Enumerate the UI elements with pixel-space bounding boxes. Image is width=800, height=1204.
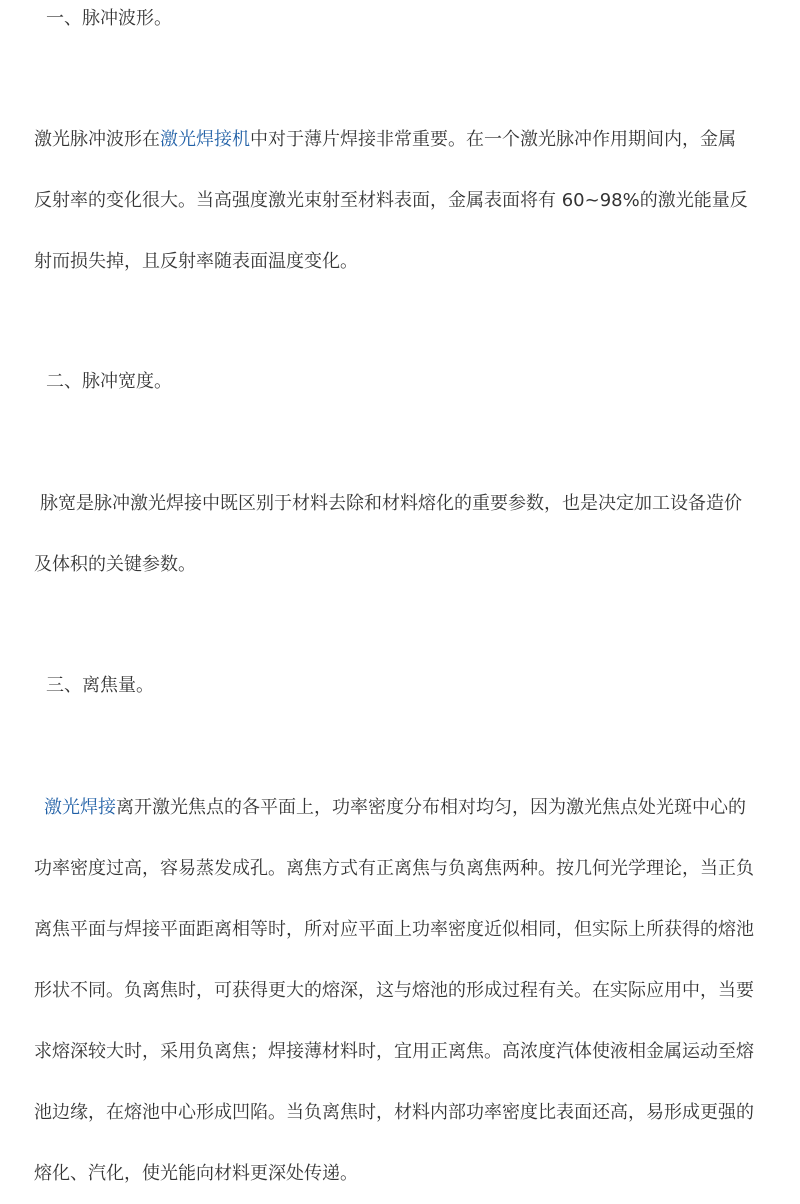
- paragraph-line: 射而损失掉，且反射率随表面温度变化。: [34, 251, 358, 272]
- paragraph-line: 反射率的变化很大。当高强度激光束射至材料表面，金属表面将有 60~98%的激光能量反: [34, 190, 748, 211]
- paragraph-line: 脉宽是脉冲激光焊接中既区别于材料去除和材料熔化的重要参数，也是决定加工设备造价: [40, 493, 742, 514]
- paragraph-defocus: [34, 777, 772, 1204]
- paragraph-line: 形状不同。负离焦时，可获得更大的熔深，这与熔池的形成过程有关。在实际应用中，当要: [34, 980, 754, 1001]
- paragraph-line: 熔化、汽化，使光能向材料更深处传递。: [34, 1163, 358, 1184]
- paragraph-pulse-width: [34, 473, 772, 595]
- text-run: 中对于薄片焊接非常重要。在一个激光脉冲作用期间内，金属: [250, 129, 736, 150]
- text-run: 激光脉冲波形在: [34, 129, 160, 150]
- laser-welding-machine-link[interactable]: 激光焊接机: [160, 129, 250, 150]
- laser-welding-link[interactable]: 激光焊接: [44, 797, 116, 818]
- paragraph-line: [34, 777, 772, 838]
- paragraph-line: 离焦平面与焊接平面距离相等时，所对应平面上功率密度近似相同，但实际上所获得的熔池: [34, 919, 754, 940]
- section-heading-defocus: 三、离焦量。: [46, 675, 154, 696]
- paragraph-line: 功率密度过高，容易蒸发成孔。离焦方式有正离焦与负离焦两种。按几何光学理论，当正负: [34, 858, 754, 879]
- section-heading-pulse-waveform: 一、脉冲波形。: [46, 8, 172, 29]
- paragraph-line: [34, 109, 772, 170]
- paragraph-pulse-waveform: [34, 109, 772, 292]
- section-heading-pulse-width: 二、脉冲宽度。: [46, 371, 172, 392]
- text-run: 离开激光焦点的各平面上，功率密度分布相对均匀，因为激光焦点处光斑中心的: [116, 797, 746, 818]
- paragraph-line: 求熔深较大时，采用负离焦；焊接薄材料时，宜用正离焦。高浓度汽体使液相金属运动至熔: [34, 1041, 754, 1062]
- paragraph-line: 池边缘，在熔池中心形成凹陷。当负离焦时，材料内部功率密度比表面还高，易形成更强的: [34, 1102, 754, 1123]
- paragraph-line: 及体积的关键参数。: [34, 554, 196, 575]
